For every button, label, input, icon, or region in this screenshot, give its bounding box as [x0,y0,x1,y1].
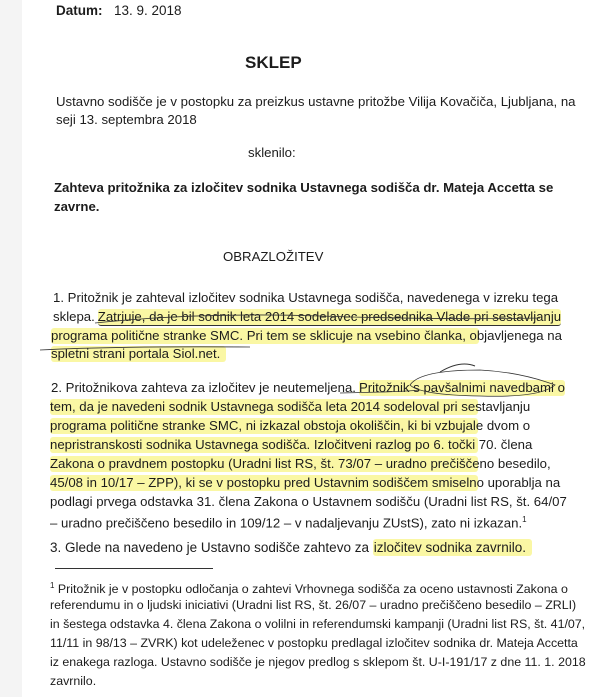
footnote-line-6: zavrnilo. [50,674,97,688]
para1-line-1: 1. Pritožnik je zahteval izločitev sodnika Ustavnega sodišča, navedenega v izreku tega [53,290,559,305]
para2-highlight: Pritožnik s pavšalnimi navedbami o [358,380,565,395]
intro-line-1: Ustavno sodišče je v postopku za preizkus ustavne pritožbe Vilija Kovačiča, Ljubljana, na [56,94,576,109]
para1-line-3: programa politične stranke SMC. Pri tem se sklicuje na vsebino članka, objavljenega na [51,328,562,343]
footnote-line-3: in šestega odstavka 4. člena Zakona o volilni in referendumski kampanji (Uradni list RS, št. 41/07, [50,617,586,631]
para2-line-2: tem, da je navedeni sodnik Ustavnega sodišča leta 2014 sodeloval pri sestavljanju [50,399,531,414]
para2-line-4: nepristranskosti sodnika Ustavnega sodišča. Izločitveni razlog po 6. točki 70. člena [50,437,533,452]
footnote-text-1: Pritožnik je v postopku odločanja o zahtevi Vrhovnega sodišča za oceno ustavnosti Zakona o [57,582,568,597]
pen-stroke-2 [40,347,250,350]
footnote-line-5: iz enakega razloga. Ustavno sodišče je njegov predlog s sklepom št. U-I-191/17 z dne 11. 1. 2018 [50,655,586,669]
pen-stroke-1 [95,315,540,323]
footnote-line-2: referendumu in o ljudski iniciativi (Uradni list RS, št. 26/07 – uradno prečiščeno besedilo – ZRLI) [50,598,577,612]
ruling-line-2: zavrne. [54,199,100,214]
para1-highlight: Zatrjuje, da je bil sodnik leta 2014 sodelavec predsednika Vlade pri sestavljanju [97,309,562,324]
footnote-ref[interactable]: 1 [522,515,527,524]
para1-text: sklepa. [53,309,95,324]
footnote-mark: 1 [50,581,55,590]
para3-text: 3. Glede na navedeno je Ustavno sodišče zahtevo za [50,540,369,555]
para2-line-5: Zakona o pravdnem postopku (Uradni list RS, št. 73/07 – uradno prečiščeno besedilo, [50,456,551,471]
footnote-line-4: 11/11 in 98/13 – ZVRK) kot udeleženec v postopku predlagal izločitev sodnika dr. Mateja Accetta [50,636,578,650]
date-label: Datum: [56,3,103,18]
para2-line-6: 45/08 in 10/17 – ZPP), ki se v postopku pred Ustavnim sodiščem smiselno uporablja na [50,475,561,490]
para2-line-3: programa politične stranke SMC, ni izkazal obstoja okoliščin, ki bi vzbujale dvom o [50,418,531,433]
date-value: 13. 9. 2018 [114,3,182,18]
para2-text: 2. Pritožnikova zahteva za izločitev je neutemeljena. [51,380,356,395]
ruling-line-1: Zahteva pritožnika za izločitev sodnika Ustavnega sodišča dr. Mateja Accetta se [54,180,554,195]
para2-line-7: podlagi prvega odstavka 31. člena Zakona o Ustavnem sodišču (Uradni list RS, št. 64/07 [50,494,567,509]
pen-stroke-3 [340,390,420,393]
para2-last-text: – uradno prečiščeno besedilo in 109/12 – v nadaljevanju ZUstS), zato ni izkazan. [50,515,523,531]
document-title: SKLEP [245,53,302,72]
para3-highlight: izločitev sodnika zavrnilo. [373,539,532,556]
intro-line-2: seji 13. septembra 2018 [56,112,197,127]
decided-label: sklenilo: [248,145,296,160]
reasoning-heading: OBRAZLOŽITEV [223,249,324,264]
pen-oval [410,370,555,396]
para1-line-4: spletni strani portala Siol.net. [51,346,226,362]
